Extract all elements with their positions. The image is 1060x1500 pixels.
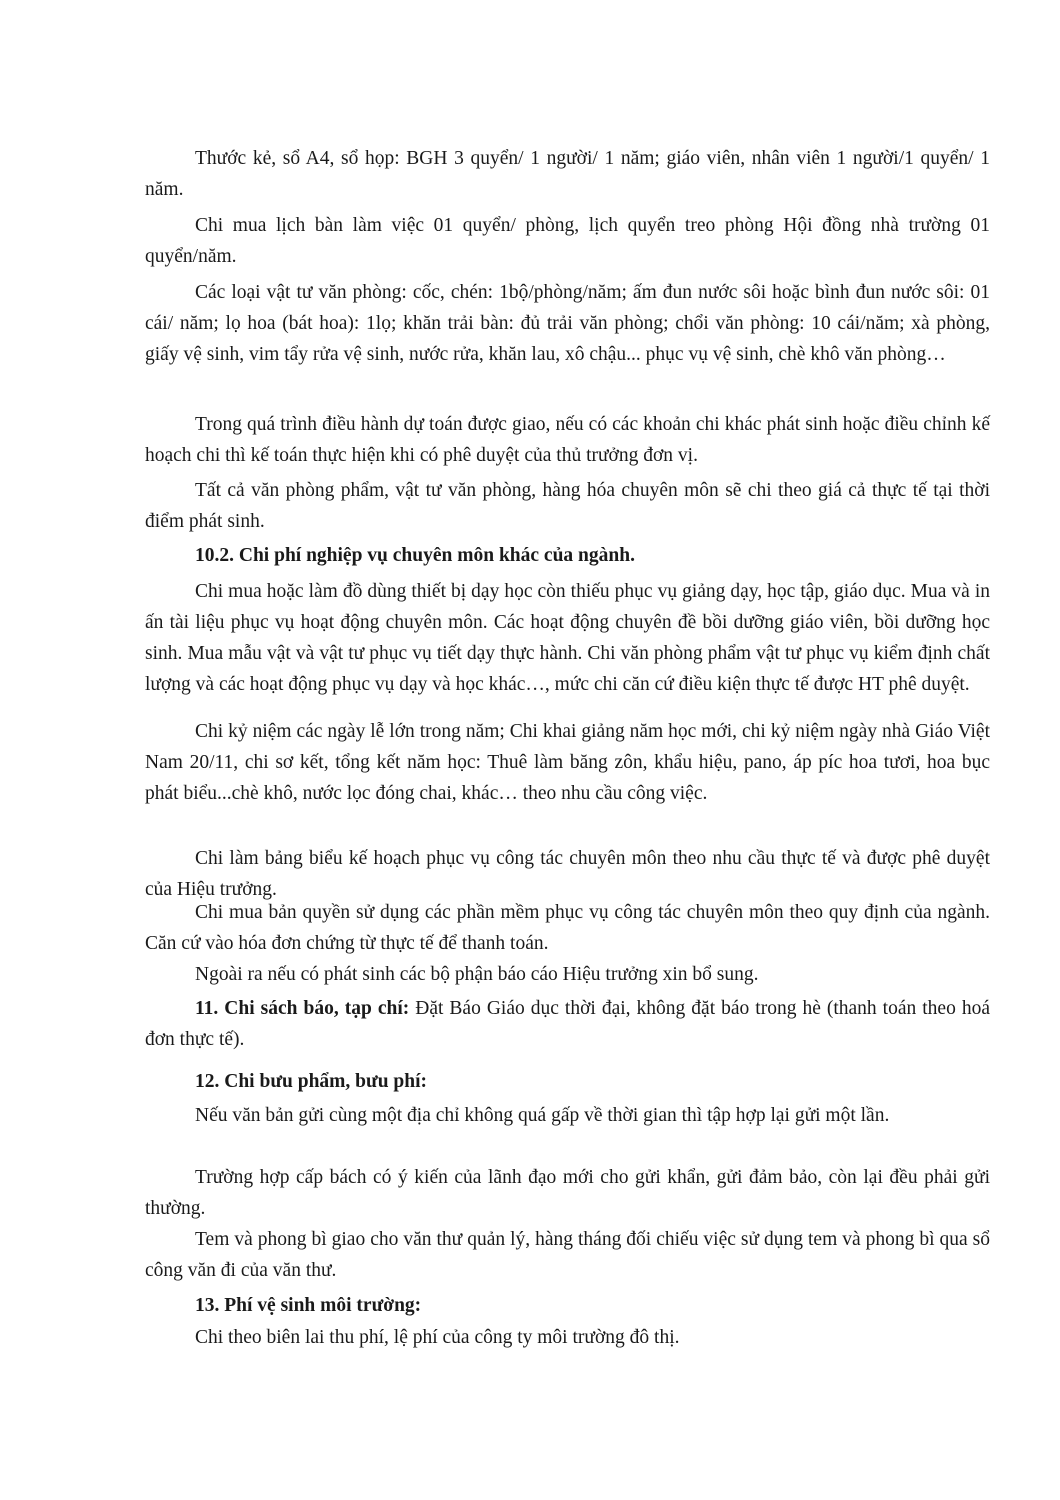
- paragraph-calendars: Chi mua lịch bàn làm việc 01 quyển/ phòng, lịch quyển treo phòng Hội đồng nhà trường 01 quyển/năm.: [145, 215, 990, 267]
- paragraph-budget-adjustment: Trong quá trình điều hành dự toán được giao, nếu có các khoản chi khác phát sinh hoặc điều chỉnh kế hoạch chi thì kế toán thực hiện khi có phê duyệt của thủ trưởng đơn vị.: [145, 414, 990, 466]
- section-10-2-heading: 10.2. Chi phí nghiệp vụ chuyên môn khác của ngành.: [195, 545, 635, 566]
- paragraph-software-licenses: Chi mua bản quyền sử dụng các phần mềm phục vụ công tác chuyên môn theo quy định của ngành. Căn cứ vào hóa đơn chứng từ thực tế để thanh toán.: [145, 902, 990, 954]
- paragraph-urgent-mail: Trường hợp cấp bách có ý kiến của lãnh đạo mới cho gửi khẩn, gửi đảm bảo, còn lại đều phải gửi thường.: [145, 1167, 990, 1219]
- section-12-heading: 12. Chi bưu phẩm, bưu phí:: [195, 1071, 428, 1092]
- paragraph-planning-charts: Chi làm bảng biểu kế hoạch phục vụ công tác chuyên môn theo nhu cầu thực tế và được phê duyệt của Hiệu trưởng.: [145, 848, 990, 900]
- paragraph-same-address: Nếu văn bản gửi cùng một địa chỉ không quá gấp về thời gian thì tập hợp lại gửi một lần.: [195, 1105, 890, 1126]
- section-11-paragraph: [145, 993, 990, 1055]
- paragraph-office-supplies: Các loại vật tư văn phòng: cốc, chén: 1bộ/phòng/năm; ấm đun nước sôi hoặc bình đun nước sôi: 01 cái/ năm; lọ hoa (bát hoa): 1lọ; khăn trải bàn: đủ trải văn phòng; chổi văn phòng: 10 cái/năm; xà phòng, giấy vệ sinh, vim tẩy rửa vệ sinh, nước rửa, khăn lau, xô chậu... phục vụ vệ sinh, chè khô văn phòng…: [145, 282, 990, 365]
- section-13-heading: 13. Phí vệ sinh môi trường:: [195, 1295, 422, 1316]
- paragraph-notebooks: Thước kẻ, sổ A4, sổ họp: BGH 3 quyển/ 1 người/ 1 năm; giáo viên, nhân viên 1 người/1 quyển/ 1 năm.: [145, 148, 990, 200]
- paragraph-holidays: Chi kỷ niệm các ngày lễ lớn trong năm; Chi khai giảng năm học mới, chi kỷ niệm ngày nhà Giáo Việt Nam 20/11, chi sơ kết, tổng kết năm học: Thuê làm băng zôn, khẩu hiệu, pano, áp píc hoa tươi, hoa bục phát biểu...chè khô, nước lọc đóng chai, khác… theo nhu cầu công việc.: [145, 721, 990, 804]
- paragraph-supplement: Ngoài ra nếu có phát sinh các bộ phận báo cáo Hiệu trưởng xin bổ sung.: [195, 964, 759, 985]
- paragraph-environment-fee: Chi theo biên lai thu phí, lệ phí của công ty môi trường đô thị.: [195, 1327, 680, 1348]
- paragraph-stamps-envelopes: Tem và phong bì giao cho văn thư quản lý, hàng tháng đối chiếu việc sử dụng tem và phong bì qua sổ công văn đi của văn thư.: [145, 1229, 990, 1281]
- section-11-text: Đặt Báo Giáo dục thời đại, không đặt báo trong hè (thanh toán theo hoá đơn thực tế).: [145, 998, 990, 1050]
- section-11-heading: 11. Chi sách báo, tạp chí:: [195, 998, 410, 1019]
- paragraph-teaching-equipment: Chi mua hoặc làm đồ dùng thiết bị dạy học còn thiếu phục vụ giảng dạy, học tập, giáo dục. Mua và in ấn tài liệu phục vụ hoạt động chuyên môn. Các hoạt động chuyên đề bồi dưỡng giáo viên, bồi dưỡng học sinh. Mua mẫu vật và vật tư phục vụ tiết dạy thực hành. Chi văn phòng phẩm vật tư phục vụ kiểm định chất lượng và các hoạt động phục vụ dạy và học khác…, mức chi căn cứ điều kiện thực tế được HT phê duyệt.: [145, 581, 990, 695]
- paragraph-actual-prices: Tất cả văn phòng phẩm, vật tư văn phòng, hàng hóa chuyên môn sẽ chi theo giá cả thực tế tại thời điểm phát sinh.: [145, 480, 990, 532]
